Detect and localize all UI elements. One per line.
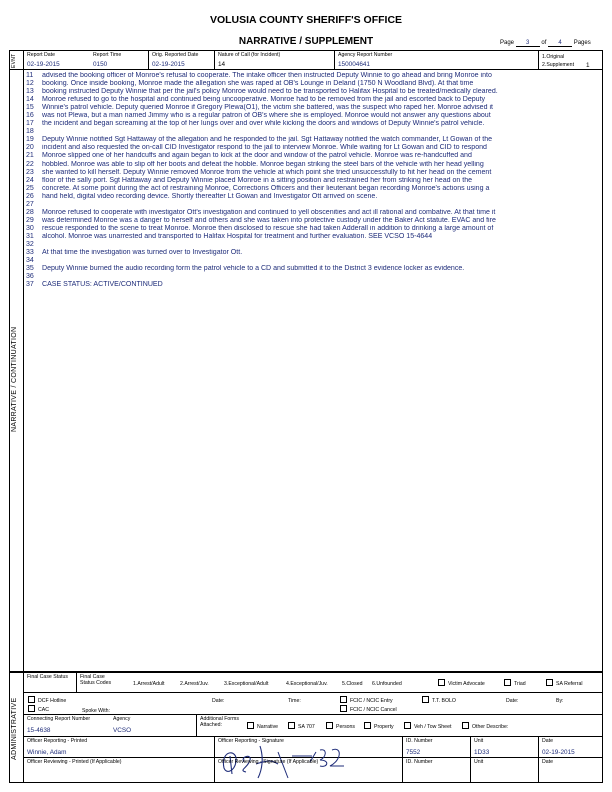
line-text: rescue responded to the scene to treat Monroe. Monroe then disclosed to rescue she had taken Adderall in addition to drinking a large amount of — [42, 224, 494, 232]
fcic-cancel-checkbox[interactable] — [340, 705, 347, 712]
line-number: 27 — [26, 200, 34, 208]
line-number: 31 — [26, 232, 34, 240]
line-text — [42, 273, 604, 281]
line-text: booking. Once inside booking, Monroe made the allegation she was raped at OB's Lounge in Deland (1750 N Woodland Blvd). At that time — [42, 80, 474, 88]
line-text: Deputy Winnie burned the audio recording form the patrol vehicle to a CD and submitted it to the District 3 evidence locker as evidence. — [42, 265, 465, 273]
line-text: At that time the investigation was turned over to Investigator Ott. — [42, 249, 243, 257]
line-text: was not Plewa, but a man named Jimmy who is a regular patron of OB's where she is employed. Monroe would not answer any questions about — [42, 112, 491, 120]
additional-forms-label: Additional Forms Attached: — [200, 716, 239, 728]
line-text: incident and also requested the on-call CID Investigator respond to the jail to interview Monroe. While waiting for Lt Gowan and CID to respond — [42, 144, 487, 152]
agency-label: Agency — [113, 716, 131, 722]
tt-bolo-label: T.T. BOLO — [432, 698, 456, 704]
fcic-entry-label: FCIC / NCIC Entry — [350, 698, 393, 704]
line-text: advised the booking officer of Monroe's refusal to cooperate. The intake officer then instructed Deputy Winnie to go ahead and bring Monroe into — [42, 72, 492, 79]
spoke-with-label: Spoke With: — [82, 708, 110, 714]
veh-tow-form-checkbox[interactable] — [404, 722, 411, 729]
final-case-status-codes-label: Final Case Status Codes — [80, 674, 112, 686]
sa707-form-label: SA 707 — [298, 724, 315, 730]
line-number: 20 — [26, 144, 34, 152]
id-number: 7552 — [406, 749, 421, 756]
line-text: was determined Monroe was a danger to herself and others and she was taken into protective custody under the Baker Act statute. EVAC and fire — [42, 216, 496, 224]
line-text: Deputy Winnie notified Sgt Hattaway of the allegation and he responded to the jail. Sgt Hattaway notified the watch commander, Lt Gowan of the — [42, 136, 493, 144]
narrative-line — [26, 265, 604, 273]
page-label: Page — [500, 40, 515, 46]
connecting-report-number: 15-4638 — [27, 727, 51, 734]
narrative-line — [26, 80, 604, 88]
officer-reporting-label: Officer Reporting - Printed — [27, 738, 88, 744]
nature-value: 14 — [218, 61, 226, 68]
report-time: 0150 — [93, 61, 108, 68]
reviewer-label: Officer Reviewing - Printed (If Applicable) — [27, 759, 122, 765]
cac-label: CAC — [38, 707, 49, 713]
narrative-line — [26, 128, 604, 136]
narrative-line — [26, 225, 604, 233]
line-text — [42, 257, 604, 265]
final-case-status-label: Final Case Status — [27, 674, 68, 680]
reviewer-signature-label: Officer Reviewing - Signature (If Applicable) — [218, 759, 319, 765]
line-number: 16 — [26, 112, 34, 120]
unit2-label: Unit — [474, 759, 484, 765]
date-label: Date: — [212, 698, 225, 704]
line-number: 30 — [26, 224, 34, 232]
narrative-line — [26, 185, 604, 193]
narrative-line — [26, 209, 604, 217]
by-label: By: — [556, 698, 564, 704]
narrative-line — [26, 273, 604, 281]
line-number: 17 — [26, 120, 34, 128]
narrative-line — [26, 96, 604, 104]
line-number: 11 — [26, 72, 34, 79]
code-4: 4.Exceptional/Juv. — [286, 681, 328, 687]
line-number: 12 — [26, 80, 34, 88]
line-number: 21 — [26, 152, 34, 160]
officer-reporting-name: Winnie, Adam — [27, 749, 67, 756]
line-number: 19 — [26, 136, 34, 144]
of-label: of — [541, 40, 547, 46]
id2-label: ID. Number — [406, 759, 433, 765]
line-text: Monroe refused to go to the hospital and continued being uncooperative. Monroe had to be removed from the jail and escorted back to Deputy — [42, 96, 486, 104]
type-original: 1.Original — [542, 54, 565, 60]
line-text: she wanted to kill herself. Deputy Winnie removed Monroe from the vehicle at which point she tried unsuccessfully to hit her head on the cement — [42, 168, 492, 176]
cac-checkbox[interactable] — [28, 705, 35, 712]
code-2: 2.Arrest/Juv. — [180, 681, 209, 687]
narrative-line — [26, 72, 604, 80]
narrative-line — [26, 152, 604, 160]
narrative-line — [26, 249, 604, 257]
property-form-checkbox[interactable] — [364, 722, 371, 729]
id-number-label: ID. Number — [406, 738, 433, 744]
victim-advocate-label: Victim Advocate — [448, 681, 485, 687]
veh-tow-form-label: Veh / Tow Sheet — [414, 724, 452, 730]
narrative-line — [26, 169, 604, 177]
dcf-hotline-checkbox[interactable] — [28, 696, 35, 703]
narrative-line — [26, 241, 604, 249]
officer-signature-label: Officer Reporting - Signature — [218, 738, 284, 744]
narrative-line — [26, 144, 604, 152]
property-form-label: Property — [374, 724, 394, 730]
type-value: 1 — [586, 62, 590, 69]
line-text: concrete. At some point during the act of restraining Monroe, Corrections Officers and their lieutenant began recording Monroe's actions using a — [42, 184, 490, 192]
admin-side-label: ADMINISTRATIVE — [11, 697, 18, 760]
signature-date-label: Date — [542, 738, 553, 744]
line-number: 34 — [26, 257, 34, 265]
agency-report-number: 150004641 — [338, 61, 370, 68]
narrative-line — [26, 201, 604, 209]
code-1: 1.Arrest/Adult — [133, 681, 165, 687]
fcic-cancel-label: FCIC / NCIC Cancel — [350, 707, 397, 713]
code-5: 5.Closed — [342, 681, 363, 687]
line-text: hobbled. Monroe was able to slip off her boots and defeat the hobble. Monroe began striking the steel bars of the vehicle with her head yelling — [42, 160, 484, 168]
line-text: alcohol. Monroe was unarrested and transported to Halifax Hospital for treatment and further evaluation. SEE VCSO 15-4644 — [42, 232, 433, 240]
line-number: 18 — [26, 128, 34, 136]
line-number: 35 — [26, 265, 34, 273]
line-number: 22 — [26, 160, 34, 168]
sa-referral-checkbox[interactable] — [546, 679, 553, 686]
victim-advocate-checkbox[interactable] — [438, 679, 445, 686]
type-supplement: 2.Supplement — [542, 62, 575, 68]
line-number: 23 — [26, 168, 34, 176]
connecting-report-label: Connecting Report Number — [27, 716, 91, 722]
orig-reported-date-label: Orig. Reported Date — [152, 52, 199, 58]
fcic-entry-checkbox[interactable] — [340, 696, 347, 703]
narrative-line — [26, 233, 604, 241]
narrative-form-label: Narrative — [257, 724, 279, 730]
line-number: 29 — [26, 216, 34, 224]
narrative-line — [26, 136, 604, 144]
persons-form-label: Persons — [336, 724, 356, 730]
page-indicator — [500, 40, 591, 47]
line-number: 24 — [26, 176, 34, 184]
narrative-line — [26, 120, 604, 128]
line-number: 28 — [26, 208, 34, 216]
line-text: Monroe slipped one of her handcuffs and again began to kick at the door and window of the patrol vehicle. Monroe was re-handcuffed and — [42, 152, 472, 160]
code-6: 6.Unfounded — [372, 681, 402, 687]
triad-label: Triad — [514, 681, 526, 687]
line-text — [42, 201, 604, 209]
pages-label: Pages — [573, 40, 591, 46]
line-number: 26 — [26, 192, 34, 200]
line-text — [42, 241, 604, 249]
narrative-line — [26, 257, 604, 265]
line-number: 36 — [26, 273, 34, 281]
page-number: 3 — [516, 40, 540, 47]
signature-date: 02-19-2015 — [542, 749, 575, 756]
narrative-line — [26, 112, 604, 120]
other-form-label: Other Describe: — [472, 724, 509, 730]
time-label: Time: — [288, 698, 301, 704]
line-number: 25 — [26, 184, 34, 192]
dcf-hotline-label: DCF Hotline — [38, 698, 67, 704]
unit-value: 1D33 — [474, 749, 490, 756]
triad-checkbox[interactable] — [504, 679, 511, 686]
sa707-form-checkbox[interactable] — [288, 722, 295, 729]
date3-label: Date — [542, 759, 553, 765]
line-text: floor of the sally port. Sgt Hattaway and Deputy Winnie placed Monroe in a sitting position and restrained her from striking her head on the — [42, 176, 473, 184]
narrative-line — [26, 161, 604, 169]
page-total: 4 — [548, 40, 572, 47]
other-form-checkbox[interactable] — [462, 722, 469, 729]
report-time-label: Report Time — [93, 52, 122, 58]
form-title: NARRATIVE / SUPPLEMENT — [238, 36, 374, 47]
report-date-label: Report Date — [27, 52, 55, 58]
report-date: 02-19-2015 — [27, 61, 60, 68]
narrative-line — [26, 88, 604, 96]
nature-label: Nature of Call (for Incident) — [218, 52, 281, 58]
line-text: the incident and began screaming at the top of her lungs over and over while kicking the doors and windows of Deputy Winnie's patrol vehicle. — [42, 120, 485, 128]
line-text — [42, 128, 604, 136]
line-text: Monroe refused to cooperate with investigator Ott's investigation and continued to yell obscenities and act ill rational and combative. At that time it — [42, 208, 496, 216]
line-number: 14 — [26, 96, 34, 104]
line-number: 32 — [26, 240, 34, 248]
unit-label: Unit — [474, 738, 484, 744]
line-number: 15 — [26, 104, 34, 112]
tt-bolo-checkbox[interactable] — [422, 696, 429, 703]
line-text: CASE STATUS: ACTIVE/CONTINUED — [42, 281, 163, 289]
line-number: 13 — [26, 88, 34, 96]
narrative-line — [26, 281, 604, 289]
code-3: 3.Exceptional/Adult — [224, 681, 269, 687]
narrative-line — [26, 177, 604, 185]
narrative-line — [26, 104, 604, 112]
line-number: 33 — [26, 249, 34, 257]
sa-referral-label: SA Referral — [556, 681, 583, 687]
line-text: hand held, digital video recording device. Shortly thereafter Lt Gowan and Investigator Ott arrived on scene. — [42, 192, 378, 200]
line-number: 37 — [26, 281, 34, 289]
line-text: booking instructed Deputy Winnie that per the jail's policy Monroe would need to be transported to Halifax Hospital to be treated/medically cleared. — [42, 88, 498, 96]
persons-form-checkbox[interactable] — [326, 722, 333, 729]
date2-label: Date: — [506, 698, 519, 704]
orig-reported-date: 02-19-2015 — [152, 61, 185, 68]
event-side-label: EVNT — [11, 53, 17, 68]
line-text: Winnie's patrol vehicle. Deputy queried Monroe if Gregory Plewa(O1), the victim she battered, was the suspect who raped her. Monroe advised it — [42, 104, 494, 112]
narrative-line — [26, 217, 604, 225]
agency-report-label: Agency Report Number — [338, 52, 393, 58]
agency-title: VOLUSIA COUNTY SHERIFF'S OFFICE — [209, 14, 403, 26]
narrative-form-checkbox[interactable] — [247, 722, 254, 729]
agency-value: VCSO — [113, 727, 132, 734]
narrative-side-label: NARRATIVE / CONTINUATION — [11, 326, 18, 432]
narrative-line — [26, 193, 604, 201]
narrative-text — [26, 72, 604, 289]
